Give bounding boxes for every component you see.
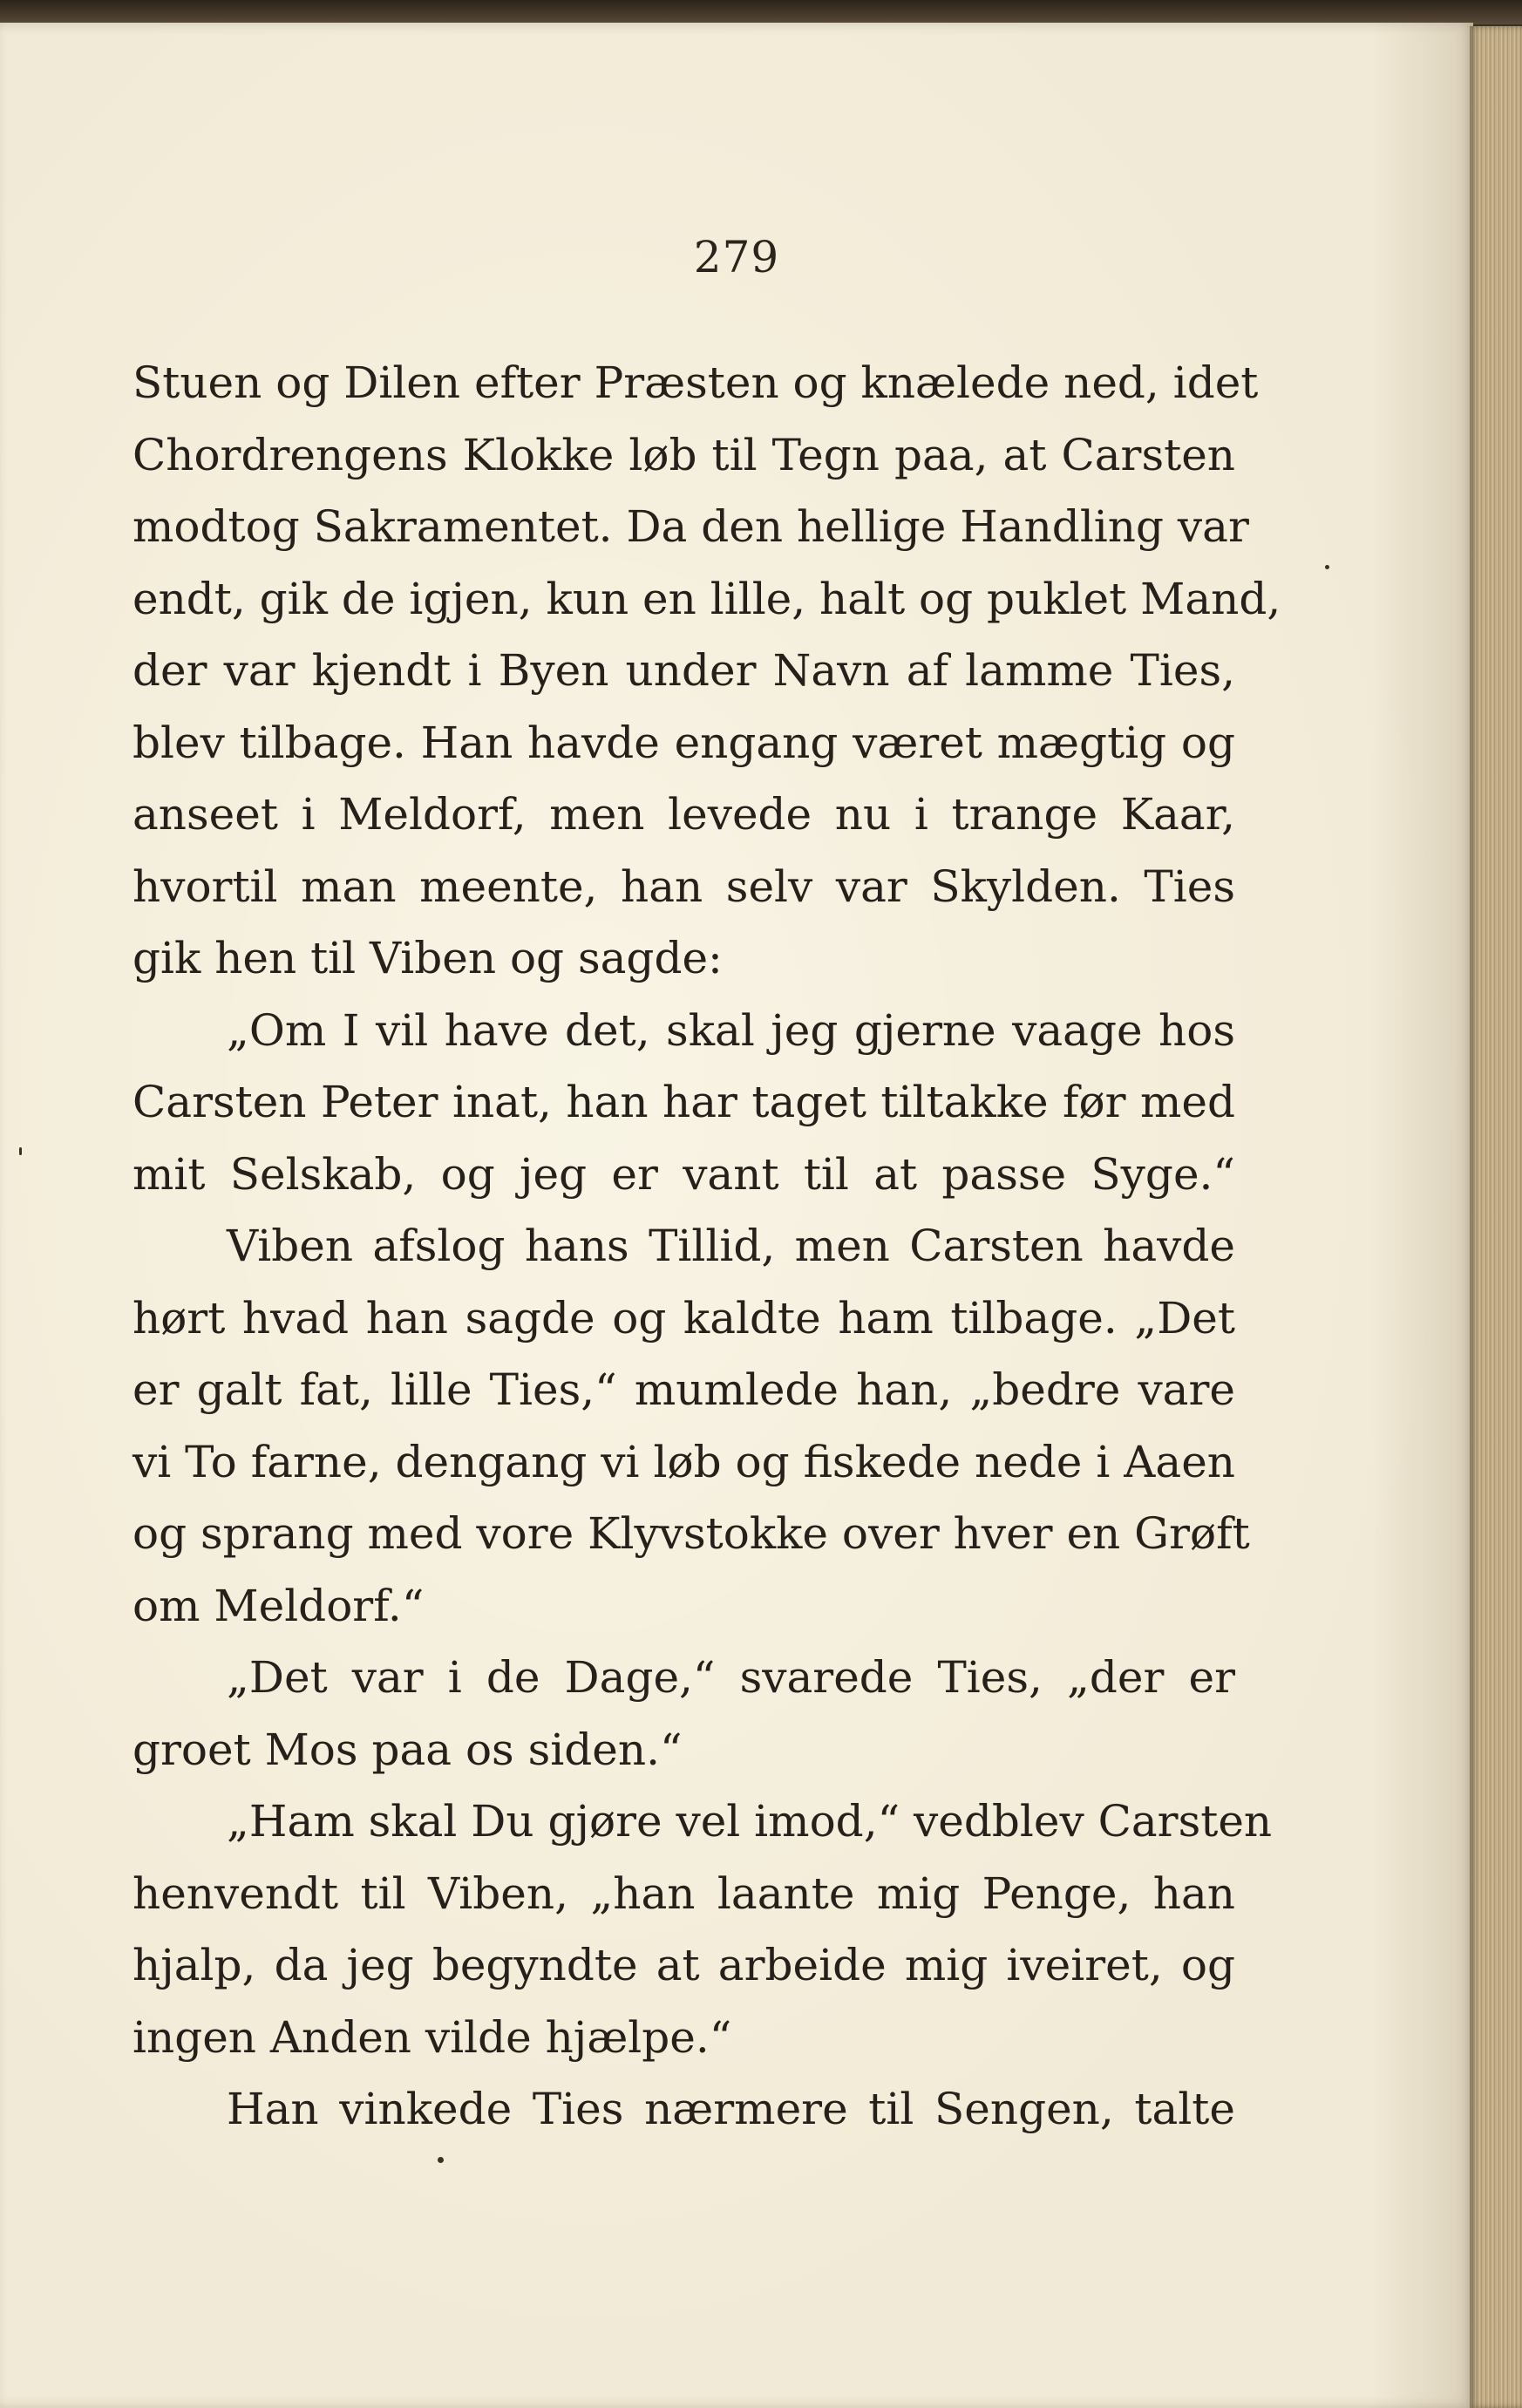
text-line: mit Selskab, og jeg er vant til at passe Syge.“: [132, 1148, 1235, 1200]
text-line: endt, gik de igjen, kun en lille, halt og puklet Mand,: [132, 573, 1281, 624]
text-line: er galt fat, lille Ties,“ mumlede han, „bedre vare: [132, 1364, 1235, 1415]
text-line: blev tilbage. Han havde engang været mægtig og: [132, 717, 1235, 768]
body-text: [132, 347, 1281, 2146]
book-binding-edge: [0, 0, 1522, 24]
text-line: modtog Sakramentet. Da den hellige Handling var: [132, 501, 1249, 552]
ink-speck: [1325, 565, 1329, 569]
page-number: 279: [693, 232, 780, 282]
text-line: anseet i Meldorf, men levede nu i trange Kaar,: [132, 789, 1235, 840]
text-line: Viben afslog hans Tillid, men Carsten havde: [227, 1221, 1235, 1271]
text-line: hørt hvad han sagde og kaldte ham tilbage. „Det: [132, 1292, 1235, 1343]
text-line: hvortil man meente, han selv var Skylden. Ties: [132, 860, 1235, 912]
text-line: hjalp, da jeg begyndte at arbeide mig iveiret, og: [132, 1940, 1235, 1990]
text-line: Han vinkede Ties nærmere til Sengen, talte: [227, 2084, 1235, 2134]
text-line: gik hen til Viben og sagde:: [132, 933, 723, 983]
text-line: „Om I vil have det, skal jeg gjerne vaage hos: [227, 1004, 1235, 1056]
text-line: Stuen og Dilen efter Præsten og knælede ned, idet: [132, 357, 1259, 408]
text-line: og sprang med vore Klyvstokke over hver en Grøft: [132, 1508, 1250, 1559]
page-sheet: [0, 23, 1473, 2408]
text-line: der var kjendt i Byen under Navn af lamme Ties,: [132, 645, 1235, 696]
page-block-edges: [1470, 26, 1522, 2408]
text-line: om Meldorf.“: [132, 1580, 425, 1631]
text-line: vi To farne, dengang vi løb og fiskede nede i Aaen: [132, 1436, 1235, 1487]
text-line: Carsten Peter inat, han har taget tiltakke før med: [132, 1077, 1235, 1127]
text-line: ingen Anden vilde hjælpe.“: [132, 2011, 732, 2063]
ink-speck: [19, 1147, 22, 1155]
text-line: „Ham skal Du gjøre vel imod,“ vedblev Carsten: [227, 1796, 1273, 1847]
text-line: henvendt til Viben, „han laante mig Penge, han: [132, 1867, 1235, 1919]
text-line: groet Mos paa os siden.“: [132, 1724, 683, 1775]
text-line: Chordrengens Klokke løb til Tegn paa, at Carsten: [132, 429, 1235, 480]
ink-speck: [438, 2157, 444, 2163]
text-line: „Det var i de Dage,“ svarede Ties, „der er: [227, 1652, 1235, 1703]
